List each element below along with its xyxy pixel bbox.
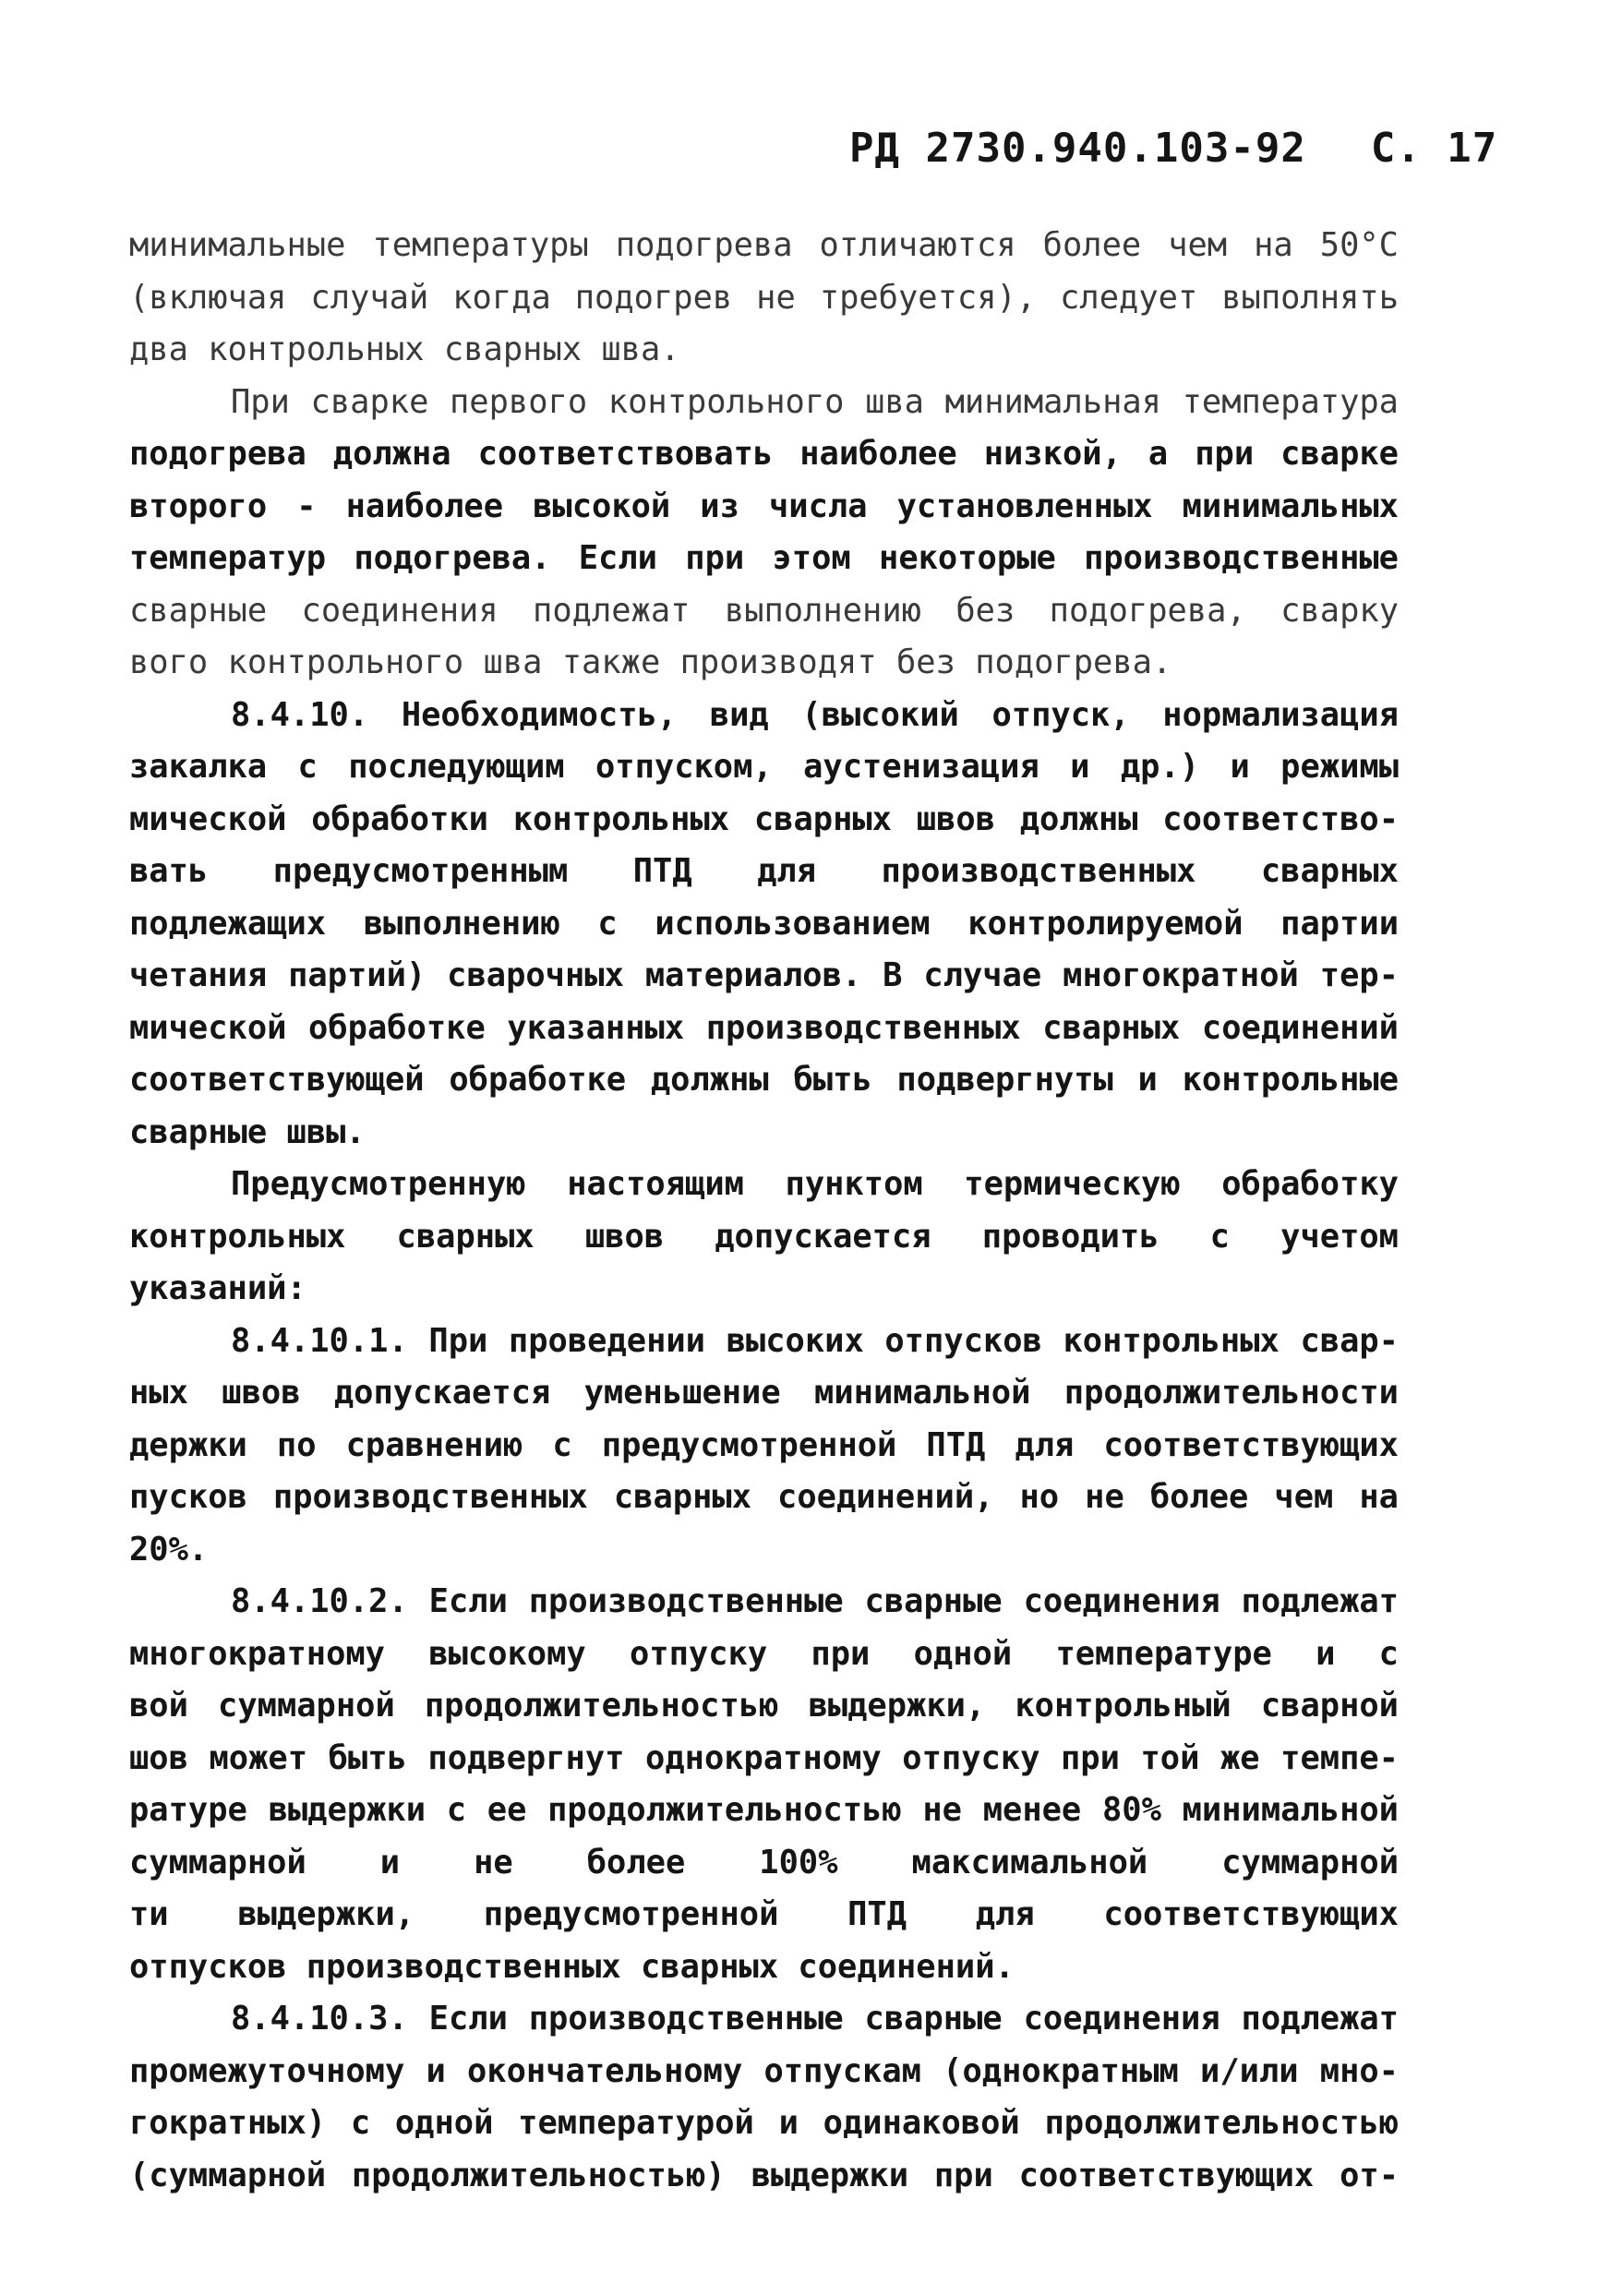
body-text <box>129 220 1399 2202</box>
text-line: 8.4.10. Необходимость, вид (высокий отпуск, нормализация <box>231 695 1399 734</box>
text-line: соответствующей обработке должны быть подвергнуты и контрольные <box>129 1061 1399 1099</box>
text-line: мической обработки контрольных сварных швов должны соответство- <box>129 799 1399 838</box>
text-line: 8.4.10.3. Если производственные сварные соединения подлежат <box>231 2000 1399 2038</box>
text-line: (включая случай когда подогрев не требуется), следует выполнять <box>129 278 1399 317</box>
text-line: вого контрольного шва также производят без подогрева. <box>129 643 1172 681</box>
text-line: промежуточному и окончательному отпускам (однократным и/или мно- <box>129 2051 1399 2090</box>
text-line: гократных) с одной температурой и одинаковой продолжительностью <box>129 2104 1399 2142</box>
text-line: отпусков производственных сварных соединений. <box>129 1947 1015 1986</box>
text-line: подлежащих выполнению с использованием контролируемой партии <box>129 904 1399 943</box>
page-number: С. 17 <box>1370 125 1498 172</box>
text-line: суммарной и не более 100% максимальной суммарной <box>129 1843 1399 1881</box>
text-line: держки по сравнению с предусмотренной ПТД для соответствующих <box>129 1425 1399 1464</box>
text-line: шов может быть подвергнут однократному отпуску при той же темпе- <box>129 1738 1399 1777</box>
text-line: сварные швы. <box>129 1112 366 1151</box>
text-line: 20%. <box>129 1530 209 1569</box>
text-line: подогрева должна соответствовать наиболее низкой, а при сварке <box>129 435 1399 473</box>
text-line: 8.4.10.1. При проведении высоких отпусков контрольных свар- <box>231 1321 1399 1360</box>
text-line: вой суммарной продолжительностью выдержки, контрольный сварной <box>129 1687 1399 1725</box>
page-header <box>849 125 1497 172</box>
text-line: минимальные температуры подогрева отличаются более чем на 50°С <box>129 226 1399 264</box>
text-line: 8.4.10.2. Если производственные сварные соединения подлежат <box>231 1582 1399 1620</box>
text-line: два контрольных сварных шва. <box>129 331 680 368</box>
text-line: мической обработке указанных производственных сварных соединений <box>129 1008 1399 1047</box>
text-line: ти выдержки, предусмотренной ПТД для соответствующих <box>129 1895 1399 1933</box>
text-line: температур подогрева. Если при этом некоторые производственные <box>129 539 1399 577</box>
text-line: многократному высокому отпуску при одной температуре и с <box>129 1634 1399 1673</box>
text-line: ратуре выдержки с ее продолжительностью не менее 80% минимальной <box>129 1791 1399 1829</box>
text-line: закалка с последующим отпуском, аустенизация и др.) и режимы <box>129 748 1399 786</box>
text-line: четания партий) сварочных материалов. В случае многократной тер- <box>129 956 1399 994</box>
document-number: РД 2730.940.103-92 <box>849 125 1306 172</box>
text-line: ных швов допускается уменьшение минимальной продолжительности <box>129 1374 1399 1412</box>
text-line: При сварке первого контрольного шва минимальная температура <box>231 382 1399 421</box>
text-line: второго - наиболее высокой из числа установленных минимальных <box>129 487 1399 525</box>
text-line: (суммарной продолжительностью) выдержки при соответствующих от- <box>129 2156 1399 2194</box>
text-line: контрольных сварных швов допускается проводить с учетом <box>129 1217 1399 1256</box>
text-line: указаний: <box>129 1269 306 1307</box>
text-line: сварные соединения подлежат выполнению без подогрева, сварку <box>129 591 1399 630</box>
text-line: пусков производственных сварных соединений, но не более чем на <box>129 1478 1399 1516</box>
text-line: вать предусмотренным ПТД для производственных сварных <box>129 852 1399 890</box>
text-line: Предусмотренную настоящим пунктом термическую обработку <box>231 1165 1399 1203</box>
